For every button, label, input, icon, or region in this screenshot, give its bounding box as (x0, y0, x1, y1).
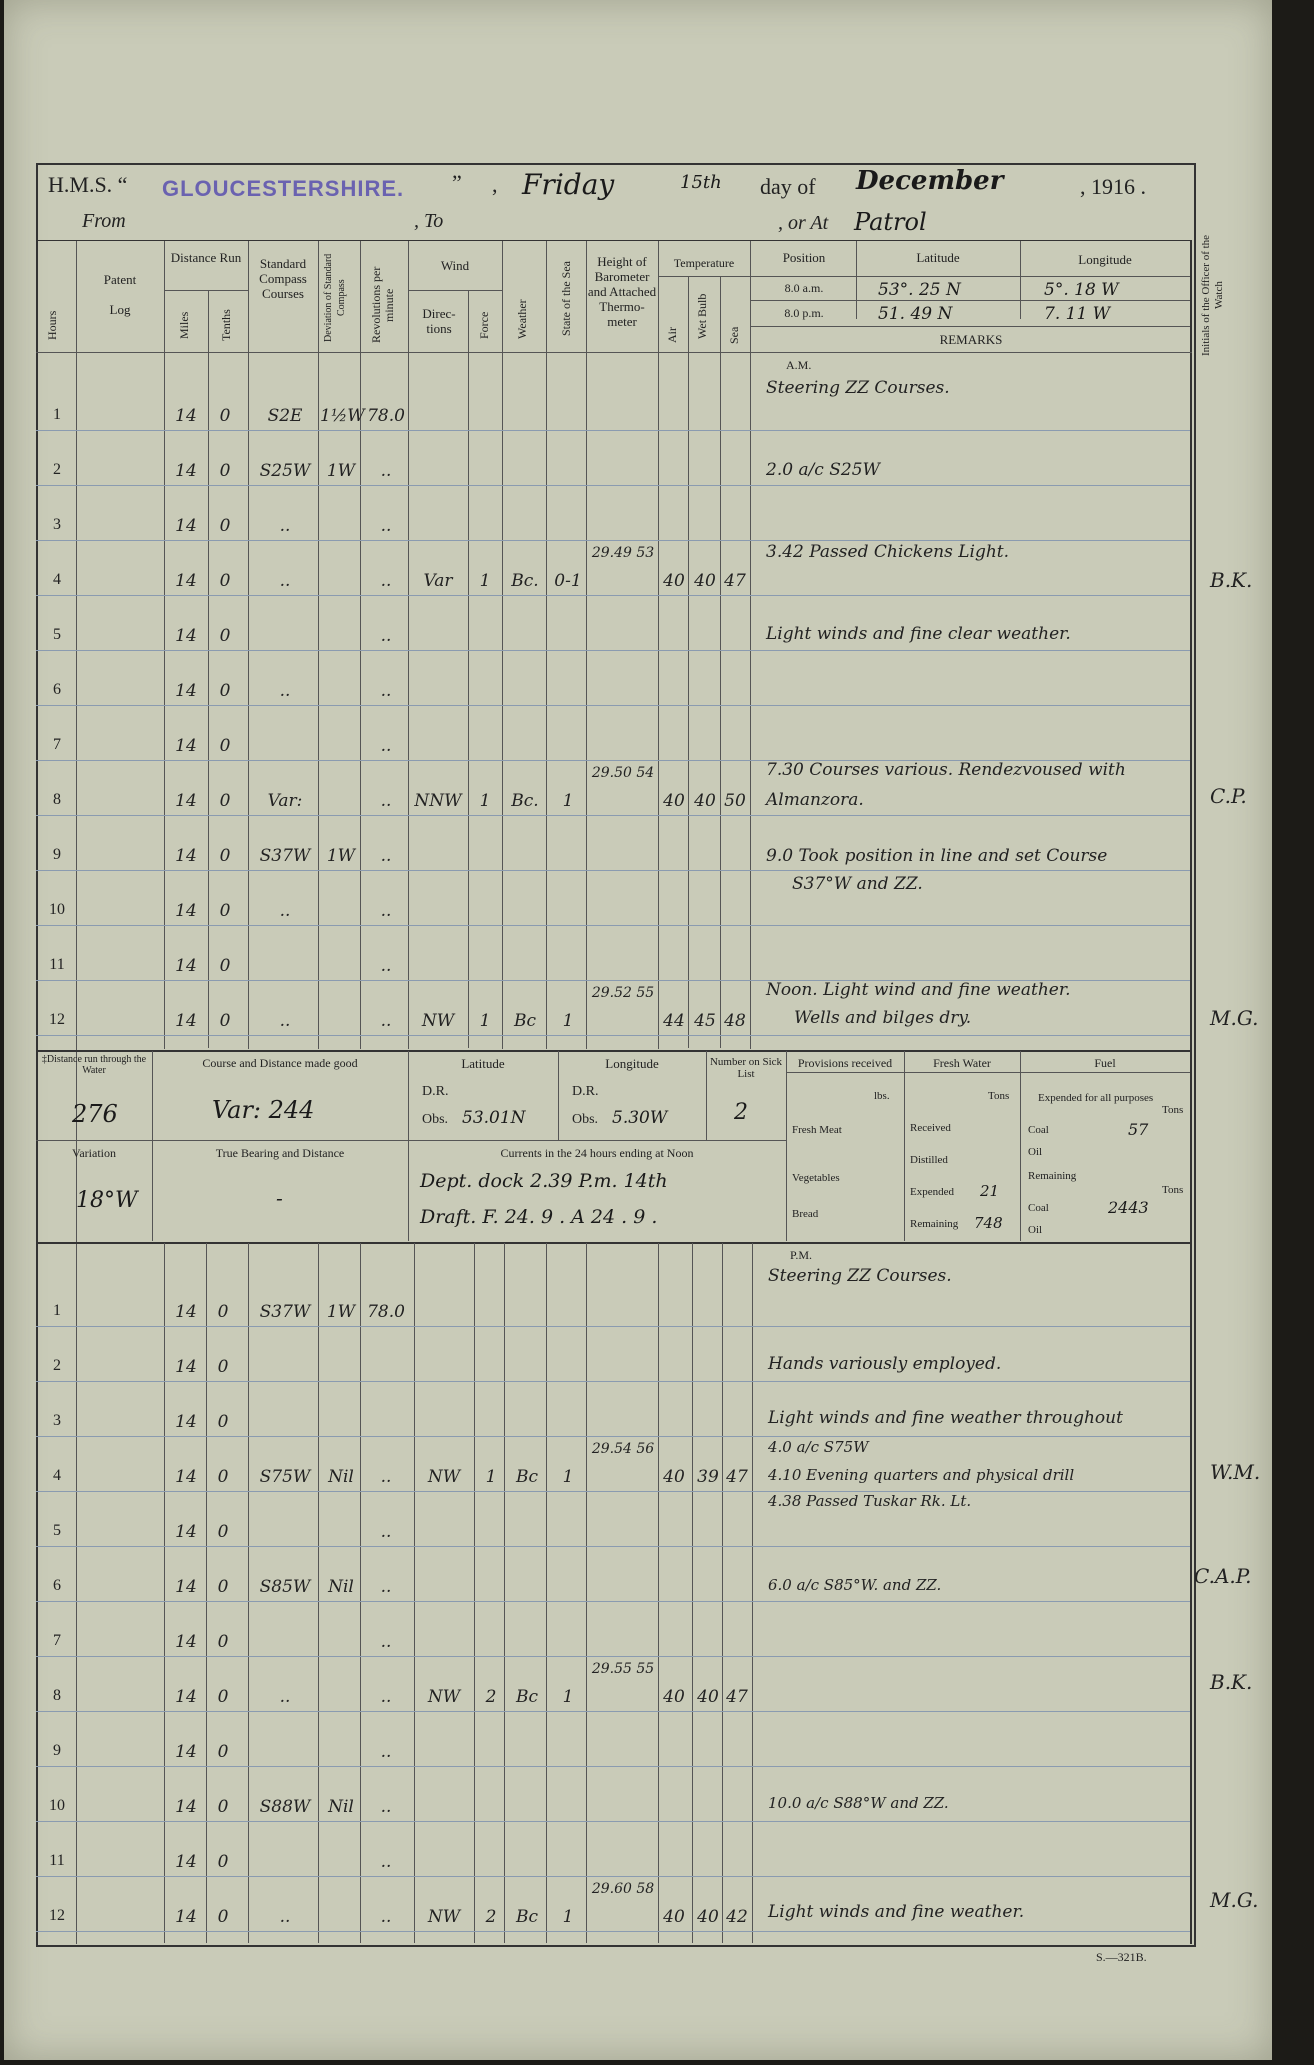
am-row-weather: Bc. (511, 791, 539, 811)
day-of-label: day of (760, 174, 816, 199)
weekday: Friday (522, 168, 615, 201)
am-row-miles: 14 (175, 956, 197, 976)
am-row-barometer: 29.50 54 (591, 765, 655, 781)
am-row-wet-bulb: 40 (694, 791, 716, 811)
pm-row-revolutions: .. (380, 1577, 392, 1597)
am-initials-1: B.K. (1210, 568, 1253, 592)
am-row-revolutions: .. (380, 791, 392, 811)
revolutions-header: Revolutions per minute (369, 266, 396, 344)
pm-row-miles: 14 (175, 1797, 197, 1817)
fuel-coal-1: Coal (1028, 1124, 1049, 1136)
am-initials-2: C.P. (1210, 784, 1247, 808)
am-row-air-temp: 44 (663, 1011, 685, 1031)
am-row-hour: 11 (49, 956, 65, 973)
pm-row-course: .. (279, 1687, 291, 1707)
fuel-coal-expended: 57 (1128, 1120, 1149, 1139)
am-row-tenths: 0 (219, 461, 231, 481)
am-row-revolutions: .. (380, 681, 392, 701)
fuel-tons-1: Tons (1162, 1104, 1184, 1116)
water-remaining: Remaining (910, 1218, 959, 1230)
currents-line-1: Dept. dock 2.39 P.m. 14th (420, 1170, 668, 1192)
am-remark-3: 3.42 Passed Chickens Light. (766, 542, 1010, 562)
am-row-tenths: 0 (219, 571, 231, 591)
pm-row-tenths: 0 (217, 1907, 229, 1927)
noon-lon-dr: D.R. (572, 1084, 599, 1099)
pm-row-weather: Bc (515, 1907, 538, 1927)
am-remark-1: Steering ZZ Courses. (766, 378, 950, 398)
am-row-hour: 8 (53, 791, 61, 808)
pm-row-hour: 6 (53, 1577, 61, 1594)
am-row-hour: 3 (53, 516, 61, 533)
weather-header: Weather (515, 299, 529, 339)
pm-remark-2: Hands variously employed. (768, 1354, 1002, 1374)
comma-1: , (492, 172, 498, 197)
am-row-miles: 14 (175, 516, 197, 536)
pm-row-wind-direction: NW (427, 1907, 461, 1927)
am-row-revolutions: 78.0 (367, 406, 405, 426)
pm-row-miles: 14 (175, 1412, 197, 1432)
am-row-miles: 14 (175, 681, 197, 701)
distance-run-value: 276 (72, 1100, 118, 1128)
am-row-revolutions: .. (380, 901, 392, 921)
variation-value: 18°W (76, 1188, 138, 1213)
am-row-course: .. (279, 681, 291, 701)
am-row-hour: 4 (53, 571, 61, 588)
am-remark-10: Wells and bilges dry. (794, 1008, 972, 1028)
pm-row-tenths: 0 (217, 1357, 229, 1377)
am8-label: 8.0 a.m. (784, 281, 824, 295)
am-row-miles: 14 (175, 736, 197, 756)
pm-row-miles: 14 (175, 1907, 197, 1927)
am-row-course: S25W (259, 461, 311, 481)
barometer-header: Height of Barometer and Attached Thermo- meter (587, 254, 657, 329)
sick-list-value: 2 (734, 1100, 748, 1125)
tenths-header: Tenths (219, 309, 233, 341)
wind-force-header: Force (477, 311, 491, 339)
pm-row-revolutions: 78.0 (367, 1302, 405, 1322)
water-expended-value: 21 (980, 1182, 1000, 1200)
fuel-tons-2: Tons (1162, 1184, 1184, 1196)
pm-row-sea-state: 1 (562, 1687, 574, 1707)
am-row-hour: 10 (49, 901, 65, 918)
am-row-revolutions: .. (380, 461, 392, 481)
pm-row-hour: 7 (53, 1632, 61, 1649)
fresh-meat-label: Fresh Meat (792, 1124, 842, 1136)
am-row-course: .. (279, 571, 291, 591)
pm-row-revolutions: .. (380, 1907, 392, 1927)
wind-header: Wind (440, 258, 470, 273)
variation-label: Variation (72, 1146, 116, 1160)
pm-row-weather: Bc (515, 1467, 538, 1487)
am-row-tenths: 0 (219, 626, 231, 646)
lat-am-value: 53°. 25 N (878, 280, 961, 300)
pm-row-sea-temp: 47 (726, 1687, 748, 1707)
latitude-header: Latitude (916, 250, 960, 265)
provisions-lbs: lbs. (874, 1090, 890, 1102)
am-row-course: .. (279, 1011, 291, 1031)
am-row-hour: 5 (53, 626, 61, 643)
am-row-sea-state: 1 (562, 791, 574, 811)
am-row-course: Var: (267, 791, 303, 811)
am-row-miles: 14 (175, 1011, 197, 1031)
am-remark-5: 7.30 Courses various. Rendezvoused with (766, 760, 1126, 780)
pm-row-wind-direction: NW (427, 1467, 461, 1487)
am-row-sea-state: 0-1 (554, 571, 582, 591)
pm-row-miles: 14 (175, 1742, 197, 1762)
hours-header: Hours (45, 310, 59, 340)
pm-row-tenths: 0 (217, 1577, 229, 1597)
am-row-wet-bulb: 45 (694, 1011, 716, 1031)
am-row-hour: 9 (53, 846, 61, 863)
log-header: Log (109, 302, 131, 317)
pm-row-air-temp: 40 (663, 1907, 685, 1927)
pm-row-hour: 9 (53, 1742, 61, 1759)
pm-row-tenths: 0 (217, 1742, 229, 1762)
or-at-label: , or At (778, 212, 829, 234)
am-row-barometer: 29.52 55 (591, 985, 655, 1001)
noon-latitude-label: Latitude (461, 1056, 505, 1071)
pm-row-hour: 4 (53, 1467, 61, 1484)
am-row-wind-direction: NW (421, 1011, 455, 1031)
sea-temp-header: Sea (727, 326, 741, 344)
lon-am-value: 5°. 18 W (1044, 280, 1119, 300)
pm-row-sea-temp: 42 (726, 1907, 748, 1927)
am-initials-3: M.G. (1210, 1006, 1259, 1030)
pm-row-barometer: 29.55 55 (591, 1661, 655, 1677)
pm-row-revolutions: .. (380, 1852, 392, 1872)
am-row-revolutions: .. (380, 571, 392, 591)
water-distilled: Distilled (910, 1154, 948, 1166)
course-made-good-label: Course and Distance made good (202, 1056, 358, 1070)
pm-initials-1: W.M. (1210, 1460, 1261, 1484)
true-bearing-label: True Bearing and Distance (215, 1146, 345, 1160)
pm-row-wet-bulb: 40 (697, 1687, 719, 1707)
am-row-weather: Bc. (511, 571, 539, 591)
vegetables-label: Vegetables (792, 1172, 840, 1184)
am-row-sea-state: 1 (562, 1011, 574, 1031)
deviation-header: Deviation of Standard Compass (323, 253, 347, 343)
pm-remark-4: 4.0 a/c S75W (768, 1438, 869, 1456)
pm-row-hour: 8 (53, 1687, 61, 1704)
am-label: A.M. (786, 358, 812, 372)
pm-initials-3: B.K. (1210, 1670, 1253, 1694)
wet-bulb-header: Wet Bulb (695, 293, 709, 339)
bread-label: Bread (792, 1208, 819, 1220)
am-row-weather: Bc (513, 1011, 536, 1031)
pm-row-hour: 11 (49, 1852, 65, 1869)
am-remark-4: Light winds and fine clear weather. (766, 624, 1071, 644)
am-row-miles: 14 (175, 626, 197, 646)
sick-list-label: Number on Sick List (709, 1056, 783, 1080)
fuel-remaining-label: Remaining (1028, 1170, 1077, 1182)
remarks-header: REMARKS (939, 332, 1003, 347)
pm-row-course: S85W (259, 1577, 311, 1597)
am-row-barometer: 29.49 53 (591, 545, 655, 561)
am-row-air-temp: 40 (663, 791, 685, 811)
pm-row-hour: 2 (53, 1357, 61, 1374)
pm-row-tenths: 0 (217, 1852, 229, 1872)
am-row-tenths: 0 (219, 736, 231, 756)
pm-initials-4: M.G. (1210, 1888, 1259, 1912)
hms-label: H.M.S. “ (48, 172, 128, 197)
pm-row-air-temp: 40 (663, 1467, 685, 1487)
wind-directions-header: Direc- tions (422, 306, 456, 336)
am-row-deviation: 1W (326, 461, 356, 481)
am-remark-9: Noon. Light wind and fine weather. (766, 980, 1071, 1000)
pm-row-course: S75W (259, 1467, 311, 1487)
pm-row-revolutions: .. (380, 1467, 392, 1487)
position-header: Position (782, 250, 826, 265)
am-row-tenths: 0 (219, 846, 231, 866)
am-row-wet-bulb: 40 (694, 571, 716, 591)
am-row-miles: 14 (175, 901, 197, 921)
am-row-tenths: 0 (219, 681, 231, 701)
fuel-expended-label: Expended for all purposes (1038, 1092, 1154, 1104)
am-row-sea-temp: 47 (724, 571, 746, 591)
am-row-course: S37W (259, 846, 311, 866)
pm-row-miles: 14 (175, 1852, 197, 1872)
pm-row-miles: 14 (175, 1302, 197, 1322)
fuel-coal-2: Coal (1028, 1202, 1049, 1214)
pm-row-tenths: 0 (217, 1797, 229, 1817)
pm-row-tenths: 0 (217, 1632, 229, 1652)
am-row-deviation: 1W (326, 846, 356, 866)
am-row-revolutions: .. (380, 1011, 392, 1031)
currents-label: Currents in the 24 hours ending at Noon (500, 1146, 694, 1160)
am-row-air-temp: 40 (663, 571, 685, 591)
water-remaining-value: 748 (974, 1214, 1003, 1232)
standard-compass-header: Standard Compass Courses (259, 256, 307, 301)
noon-lat-dr: D.R. (422, 1084, 449, 1099)
pm-row-wet-bulb: 40 (697, 1907, 719, 1927)
am-row-wind-force: 1 (479, 571, 491, 591)
lon-pm-value: 7. 11 W (1044, 304, 1111, 324)
am-row-hour: 6 (53, 681, 61, 698)
noon-longitude-label: Longitude (605, 1056, 659, 1071)
pm-row-miles: 14 (175, 1632, 197, 1652)
pm-row-sea-state: 1 (562, 1467, 574, 1487)
am-row-wind-force: 1 (479, 1011, 491, 1031)
am-row-tenths: 0 (219, 1011, 231, 1031)
am-row-tenths: 0 (219, 516, 231, 536)
pm-row-tenths: 0 (217, 1412, 229, 1432)
pm-remark-6: 4.38 Passed Tuskar Rk. Lt. (768, 1492, 972, 1510)
distance-run-label: ‡Distance run through the Water (41, 1054, 147, 1076)
pm-row-weather: Bc (515, 1687, 538, 1707)
longitude-header: Longitude (1078, 252, 1132, 267)
am-row-miles: 14 (175, 571, 197, 591)
lat-pm-value: 51. 49 N (878, 304, 953, 324)
quote-close: ” (452, 170, 462, 195)
am-row-hour: 12 (49, 1011, 65, 1028)
am-row-course: .. (279, 516, 291, 536)
pm-row-wind-force: 1 (485, 1467, 497, 1487)
pm-row-tenths: 0 (217, 1687, 229, 1707)
pm8-label: 8.0 p.m. (784, 306, 824, 320)
to-label: , To (414, 210, 444, 232)
fuel-oil-2: Oil (1028, 1224, 1043, 1236)
am-row-revolutions: .. (380, 626, 392, 646)
course-made-good-value: Var: 244 (212, 1096, 315, 1124)
am-row-sea-temp: 48 (724, 1011, 746, 1031)
pm-remark-3: Light winds and fine weather throughout (768, 1408, 1123, 1428)
am-remark-2: 2.0 a/c S25W (766, 460, 880, 480)
am-row-miles: 14 (175, 791, 197, 811)
pm-row-wind-direction: NW (427, 1687, 461, 1707)
am-remark-6: Almanzora. (766, 790, 864, 810)
pm-row-hour: 5 (53, 1522, 61, 1539)
pm-row-wet-bulb: 39 (697, 1467, 719, 1487)
month: December (856, 166, 1004, 196)
am-row-course: .. (279, 901, 291, 921)
pm-row-hour: 3 (53, 1412, 61, 1429)
am-row-tenths: 0 (219, 901, 231, 921)
am-row-wind-direction: Var (423, 571, 453, 591)
from-label: From (82, 210, 126, 232)
am-row-hour: 2 (53, 461, 61, 478)
pm-row-hour: 1 (53, 1302, 61, 1319)
noon-lat-obs-label: Obs. (422, 1112, 449, 1127)
pm-row-miles: 14 (175, 1577, 197, 1597)
at-place: Patrol (854, 208, 927, 236)
year: , 1916 . (1080, 174, 1146, 199)
pm-row-hour: 12 (49, 1907, 65, 1924)
fuel-coal-remaining: 2443 (1108, 1198, 1149, 1217)
pm-row-deviation: 1W (326, 1302, 356, 1322)
pm-row-revolutions: .. (380, 1522, 392, 1542)
am-row-hour: 1 (53, 406, 61, 423)
am-row-revolutions: .. (380, 736, 392, 756)
pm-initials-2: C.A.P. (1194, 1564, 1252, 1588)
pm-row-wind-force: 2 (485, 1687, 497, 1707)
pm-row-barometer: 29.60 58 (591, 1881, 655, 1897)
water-tons: Tons (988, 1090, 1010, 1102)
pm-row-wind-force: 2 (485, 1907, 497, 1927)
am-row-hour: 7 (53, 736, 61, 753)
am-row-sea-temp: 50 (724, 791, 746, 811)
pm-row-tenths: 0 (217, 1467, 229, 1487)
pm-row-course: .. (279, 1907, 291, 1927)
pm-row-miles: 14 (175, 1687, 197, 1707)
pm-row-sea-temp: 47 (726, 1467, 748, 1487)
pm-remark-1: Steering ZZ Courses. (768, 1266, 952, 1286)
currents-line-2: Draft. F. 24. 9 . A 24 . 9 . (420, 1206, 658, 1228)
noon-lat-obs: 53.01N (462, 1108, 526, 1128)
distance-run-header: Distance Run (170, 250, 242, 265)
air-header: Air (665, 327, 679, 343)
am-row-miles: 14 (175, 406, 197, 426)
log-page (4, 0, 1272, 2060)
pm-row-deviation: Nil (328, 1797, 354, 1817)
pm-row-hour: 10 (49, 1797, 65, 1814)
am-row-revolutions: .. (380, 956, 392, 976)
true-bearing-value: - (276, 1186, 283, 1210)
pm-row-miles: 14 (175, 1467, 197, 1487)
am-row-revolutions: .. (380, 846, 392, 866)
pm-remark-7: 6.0 a/c S85°W. and ZZ. (768, 1576, 942, 1594)
am-row-revolutions: .. (380, 516, 392, 536)
noon-lon-obs: 5.30W (612, 1108, 668, 1128)
pm-row-revolutions: .. (380, 1632, 392, 1652)
pm-row-course: S37W (259, 1302, 311, 1322)
pm-row-air-temp: 40 (663, 1687, 685, 1707)
pm-remark-8: 10.0 a/c S88°W and ZZ. (768, 1794, 949, 1812)
pm-remark-9: Light winds and fine weather. (768, 1902, 1025, 1922)
noon-lon-obs-label: Obs. (572, 1112, 599, 1127)
am-row-tenths: 0 (219, 791, 231, 811)
am-row-wind-force: 1 (479, 791, 491, 811)
ship-name-stamp: GLOUCESTERSHIRE. (162, 176, 405, 201)
am-row-tenths: 0 (219, 956, 231, 976)
water-expended: Expended (910, 1186, 954, 1198)
pm-row-miles: 14 (175, 1357, 197, 1377)
fresh-water-label: Fresh Water (933, 1056, 991, 1070)
patent-header: Patent (103, 272, 137, 287)
pm-row-revolutions: .. (380, 1687, 392, 1707)
am-row-course: S2E (267, 406, 303, 426)
form-number: S.—321B. (1096, 1950, 1147, 1964)
am-row-deviation: 1½W (320, 406, 365, 426)
pm-remark-5: 4.10 Evening quarters and physical drill (768, 1466, 1075, 1484)
am-row-miles: 14 (175, 846, 197, 866)
am-row-wind-direction: NNW (414, 791, 462, 811)
provisions-label: Provisions received (797, 1056, 893, 1070)
initials-header: Initials of the Officer of the Watch (1200, 234, 1225, 356)
day-number: 15th (680, 172, 722, 193)
pm-row-tenths: 0 (217, 1302, 229, 1322)
fuel-oil-1: Oil (1028, 1146, 1043, 1158)
fuel-label: Fuel (1094, 1056, 1116, 1070)
am-remark-7: 9.0 Took position in line and set Course (766, 846, 1108, 866)
pm-row-revolutions: .. (380, 1742, 392, 1762)
pm-row-course: S88W (259, 1797, 311, 1817)
pm-row-sea-state: 1 (562, 1907, 574, 1927)
pm-row-barometer: 29.54 56 (591, 1441, 655, 1457)
pm-label: P.M. (790, 1248, 813, 1262)
water-received: Received (910, 1122, 951, 1134)
am-remark-8: S37°W and ZZ. (792, 874, 923, 894)
pm-row-deviation: Nil (328, 1577, 354, 1597)
am-row-miles: 14 (175, 461, 197, 481)
am-row-tenths: 0 (219, 406, 231, 426)
pm-row-revolutions: .. (380, 1797, 392, 1817)
pm-row-tenths: 0 (217, 1522, 229, 1542)
miles-header: Miles (177, 311, 191, 339)
pm-row-miles: 14 (175, 1522, 197, 1542)
temperature-header: Temperature (673, 256, 735, 270)
state-of-sea-header: State of the Sea (559, 261, 573, 337)
pm-row-deviation: Nil (328, 1467, 354, 1487)
